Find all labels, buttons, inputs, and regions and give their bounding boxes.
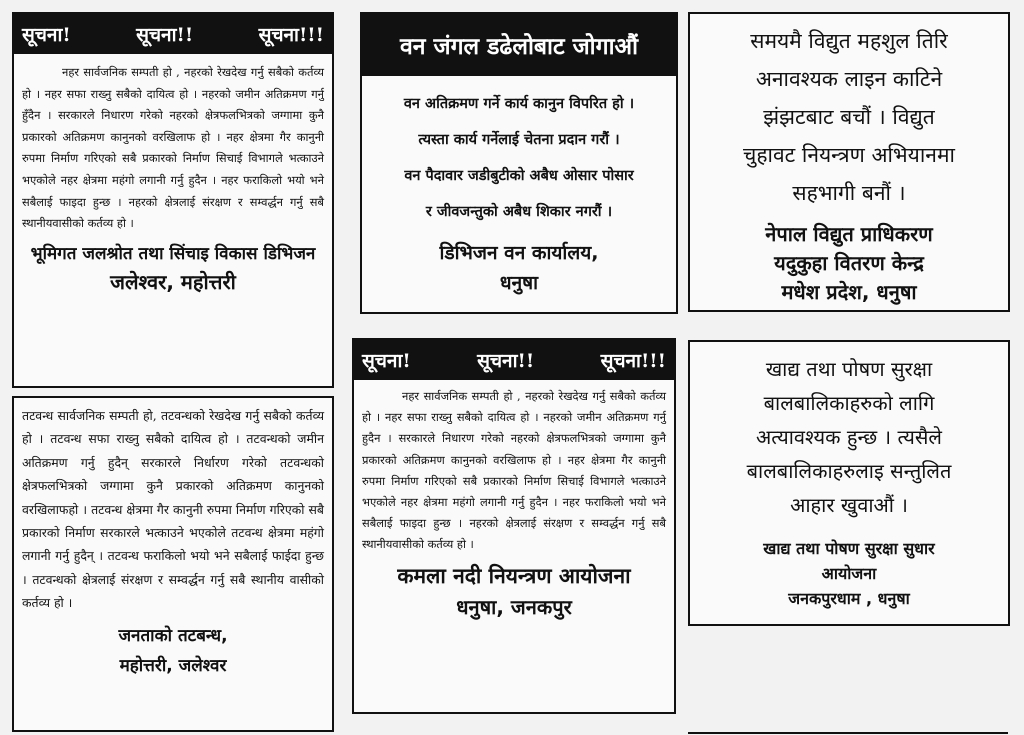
org-location: महोत्तरी, जलेश्वर — [119, 655, 227, 676]
org-name: जनताको तटबन्ध, — [118, 625, 228, 646]
electricity-line-3: झंझटबाट बचौं । विद्युत — [763, 105, 935, 129]
notice-heading-bar — [354, 340, 674, 380]
org-location: जलेश्वर, महोत्तरी — [110, 269, 236, 294]
org-location: मधेश प्रदेश, धनुषा — [781, 280, 917, 304]
nutrition-line-2: बालबालिकाहरुको लागि — [763, 391, 935, 415]
forest-line-2: त्यस्ता कार्य गर्नेलाई चेतना प्रदान गरौं । — [418, 132, 620, 148]
org-name: नेपाल विद्युत प्राधिकरण — [765, 222, 933, 246]
notice-heading-2: सूचना!! — [477, 350, 535, 372]
notice-heading-3: सूचना!!! — [600, 350, 666, 372]
org-name: खाद्य तथा पोषण सुरक्षा सुधार — [763, 539, 935, 558]
electricity-line-2: अनावश्यक लाइन काटिने — [755, 67, 943, 91]
org-name: भूमिगत जलश्रोत तथा सिंचाइ विकास डिभिजन — [30, 243, 316, 264]
notice-forest — [360, 12, 678, 314]
org-location: जनकपुरधाम , धनुषा — [788, 589, 910, 608]
org-location: धनुषा — [499, 272, 539, 294]
org-location: धनुषा, जनकपुर — [456, 594, 572, 619]
notice-body: नहर सार्वजनिक सम्पती हो , नहरको रेखदेख गर्नु सबैको कर्तव्य हो । नहर सफा राख्नु सबैको दायित्व हो । नहरको जमीन अतिक्रमण गर्नु हुँदैन । सरकारले निधारण गरेको नहरको क्षेत्रफलभित्रको जग्गामा कुनै प्रकारको अतिक्रमण कानुनको वरखिलाफ हो । नहर क्षेत्रमा गैर कानुनी रुपमा निर्माण गरिएको सबै प्रकारको निर्माण सिचाई विभागले भत्काउने भएकोले नहर क्षेत्रमा महंगो लगानी गर्नु हुदैन । नहर फराकिलो भयो भने सबैलाई फाइदा हुन्छ । नहरको क्षेत्रलाई संरक्षण र सम्वर्द्धन गर्नु सबै स्थानीयवासीको कर्तव्य हो । — [22, 65, 324, 231]
forest-line-3: वन पैदावार जडीबुटीको अबैध ओसार पोसार — [404, 168, 634, 184]
org-name: कमला नदी नियन्त्रण आयोजना — [397, 563, 631, 588]
notice-embankment — [12, 396, 334, 732]
electricity-line-1: समयमै विद्युत महशुल तिरि — [750, 29, 948, 53]
notice-heading-1: सूचना! — [22, 24, 71, 46]
notice-body: नहर सार्वजनिक सम्पती हो , नहरको रेखदेख गर्नु सबैको कर्तव्य हो । नहर सफा राख्नु सबैको दायित्व हो । नहरको जमीन अतिक्रमण गर्नु हुदैन । सरकारले निधारण गरेको नहरको क्षेत्रफलभित्रको जग्गामा कुनै प्रकारको अतिक्रमण कानुनको वरखिलाफ हो । नहर क्षेत्रमा गैर कानुनी रुपमा निर्माण गरिएको सबै प्रकारको निर्माण सिचाई विभागले भत्काउने भएकोले नहर क्षेत्रमा महंगो लगानी गर्नु हुदैन । नहर फराकिलो भयो भने सबैलाई फाइदा हुन्छ । नहरको क्षेत्रलाई संरक्षण र सम्वर्द्धन गर्नु सबै स्थानीयवासीको कर्तव्य हो । — [362, 389, 666, 552]
bottom-divider — [688, 732, 1008, 734]
nutrition-line-5: आहार खुवाऔं । — [790, 493, 908, 517]
notice-heading-3: सूचना!!! — [258, 24, 324, 46]
forest-line-1: वन अतिक्रमण गर्ने कार्य कानुन विपरित हो । — [403, 96, 635, 112]
org-project: आयोजना — [821, 564, 877, 583]
notice-kamala-river — [352, 338, 676, 714]
notice-heading-2: सूचना!! — [136, 24, 194, 46]
nutrition-line-3: अत्यावश्यक हुन्छ । त्यसैले — [756, 425, 942, 449]
nutrition-line-4: बालबालिकाहरुलाइ सन्तुलित — [746, 459, 952, 483]
notice-heading-bar — [14, 14, 332, 54]
notice-heading-1: सूचना! — [362, 350, 411, 372]
forest-line-4: र जीवजन्तुको अबैध शिकार नगरौं । — [425, 204, 613, 220]
forest-heading: वन जंगल डढेलोबाट जोगाऔं — [399, 34, 639, 60]
electricity-line-5: सहभागी बनौं । — [792, 181, 906, 205]
org-branch: यदुकुहा वितरण केन्द्र — [774, 251, 924, 275]
nutrition-line-1: खाद्य तथा पोषण सुरक्षा — [765, 357, 933, 381]
notice-nutrition — [688, 340, 1010, 626]
electricity-line-4: चुहावट नियन्त्रण अभियानमा — [743, 143, 955, 167]
org-name: डिभिजन वन कार्यालय, — [439, 242, 599, 264]
forest-heading-bar — [362, 14, 676, 76]
notice-body: तटवन्ध सार्वजनिक सम्पती हो, तटवन्धको रेखदेख गर्नु सबैको कर्तव्य हो । तटवन्ध सफा राख्नु सबैको दायित्व हो । तटवन्धको जमीन अतिक्रमण गर्नु हुदैन् सरकारले निर्धारण गरेको तटवन्धको क्षेत्रफलभित्रको जग्गामा कुनै प्रकारको अतिक्रमण कानुनको वरखिलाफहो । तटवन्ध क्षेत्रमा गैर कानुनी रुपमा निर्माण गरिएको सबै प्रकारको निर्माण सरकारले भत्काउने भएकोले तटवन्ध क्षेत्रमा महंगो लगानी गर्नु हुदैन् । तटवन्ध फराकिलो भयो भने सबैलाई फाईदा हुन्छ । तटवन्धको क्षेत्रलाई संरक्षण र सम्वर्द्धन गर्नु सबै स्थानीय वासीको कर्तव्य हो । — [22, 408, 324, 611]
notice-electricity — [688, 12, 1010, 312]
notice-canal-jaleshwar — [12, 12, 334, 388]
